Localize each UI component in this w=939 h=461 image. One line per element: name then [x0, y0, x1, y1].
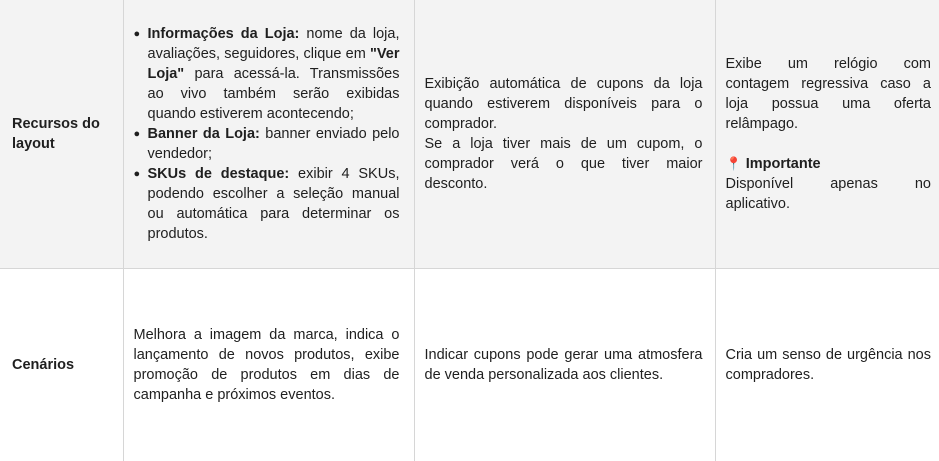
paragraph: Exibição automática de cupons da loja quando estiverem disponíveis para o comprador.: [424, 75, 703, 132]
paragraph: Se a loja tiver mais de um cupom, o comprador verá o que tiver maior desconto.: [424, 135, 703, 192]
feature-list: [134, 24, 400, 244]
item-title: Banner da Loja:: [147, 125, 260, 142]
cell-recursos-col1: [123, 0, 414, 268]
cell-recursos-col2: [414, 0, 715, 268]
note-title: Importante: [745, 155, 821, 172]
paragraph: Exibe um relógio com contagem regressiva caso a loja possua uma oferta relâmpago.: [725, 55, 931, 132]
row-label-recursos: Recursos do layout: [0, 0, 123, 268]
cell-recursos-col3: [715, 0, 939, 268]
table-row: [0, 268, 939, 461]
row-label-cenarios: Cenários: [0, 268, 123, 461]
ver-loja-label: "Ver Loja": [147, 45, 400, 82]
cell-cenarios-col3: Cria um senso de urgência nos compradores.: [715, 268, 939, 461]
list-item: ● Informações da Loja: nome da loja, avaliações, seguidores, clique em "Ver Loja" para acessá-la. Transmissões ao vivo também serão exibidas quando estiverem acontecendo;: [134, 24, 400, 124]
pin-icon: 📍: [725, 155, 742, 171]
item-title: SKUs de destaque:: [147, 165, 290, 182]
list-item: ● SKUs de destaque: exibir 4 SKUs, podendo escolher a seleção manual ou automática para determinar os produtos.: [134, 164, 400, 244]
cell-cenarios-col1: Melhora a imagem da marca, indica o lançamento de novos produtos, exibe promoção de produtos em dias de campanha e próximos eventos.: [123, 268, 414, 461]
note-text: Disponível apenas no aplicativo.: [725, 175, 931, 212]
item-title: Informações da Loja:: [147, 25, 300, 42]
list-item: ● Banner da Loja: banner enviado pelo vendedor;: [134, 124, 400, 164]
cell-cenarios-col2: Indicar cupons pode gerar uma atmosfera de venda personalizada aos clientes.: [414, 268, 715, 461]
